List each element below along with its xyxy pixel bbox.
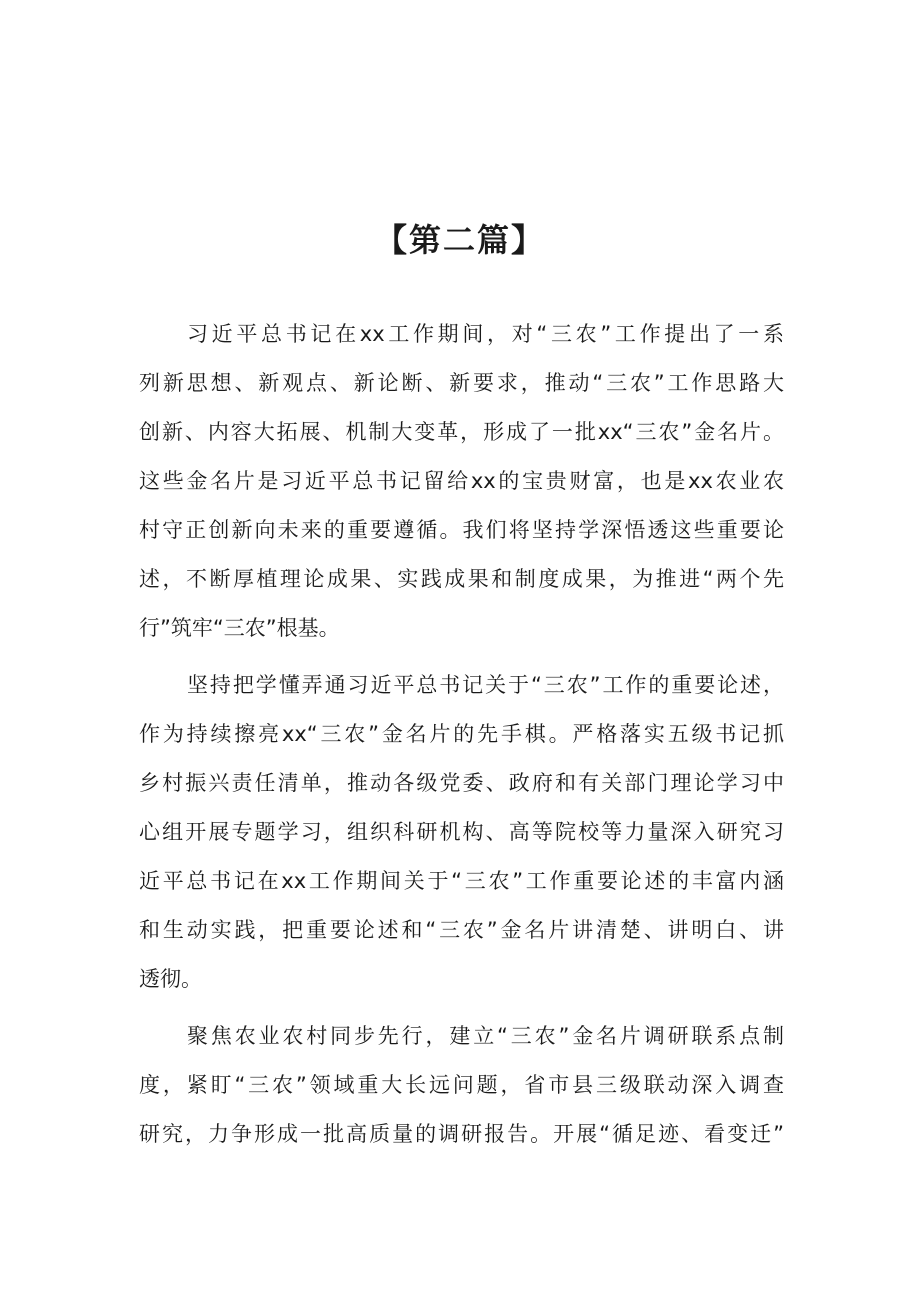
text-line: 聚焦农业农村同步先行，建立“三农”金名片调研联系点制 (187, 1024, 784, 1048)
text-line: 作为持续擦亮xx“三农”金名片的先手棋。严格落实五级书记抓 (139, 722, 784, 746)
text-line: 这些金名片是习近平总书记留给xx的宝贵财富，也是xx农业农 (139, 469, 784, 493)
paragraph-2 (139, 661, 784, 1004)
text-line: 近平总书记在xx工作期间关于“三农”工作重要论述的丰富内涵 (139, 869, 784, 893)
text-line: 研究，力争形成一批高质量的调研报告。开展“循足迹、看变迁” (139, 1122, 784, 1146)
page-title: 【第二篇】 (374, 221, 545, 259)
paragraph-1 (139, 310, 784, 653)
document-body (139, 310, 784, 1167)
text-line: 透彻。 (139, 967, 202, 991)
text-line: 列新思想、新观点、新论断、新要求，推动“三农”工作思路大 (139, 371, 784, 395)
text-line: 坚持把学懂弄通习近平总书记关于“三农”工作的重要论述， (187, 673, 784, 697)
text-line: 习近平总书记在xx工作期间，对“三农”工作提出了一系 (187, 322, 784, 346)
text-line: 度，紧盯“三农”领域重大长远问题，省市县三级联动深入调查 (139, 1073, 784, 1097)
text-line: 创新、内容大拓展、机制大变革，形成了一批xx“三农”金名片。 (139, 420, 784, 444)
text-line: 乡村振兴责任清单，推动各级党委、政府和有关部门理论学习中 (139, 771, 784, 795)
text-line: 心组开展专题学习，组织科研机构、高等院校等力量深入研究习 (139, 820, 784, 844)
text-line: 和生动实践，把重要论述和“三农”金名片讲清楚、讲明白、讲 (139, 918, 784, 942)
text-line: 行”筑牢“三农”根基。 (139, 616, 340, 640)
paragraph-3 (139, 1012, 784, 1159)
text-line: 村守正创新向未来的重要遵循。我们将坚持学深悟透这些重要论 (139, 518, 784, 542)
text-line: 述，不断厚植理论成果、实践成果和制度成果，为推进“两个先 (139, 567, 784, 591)
